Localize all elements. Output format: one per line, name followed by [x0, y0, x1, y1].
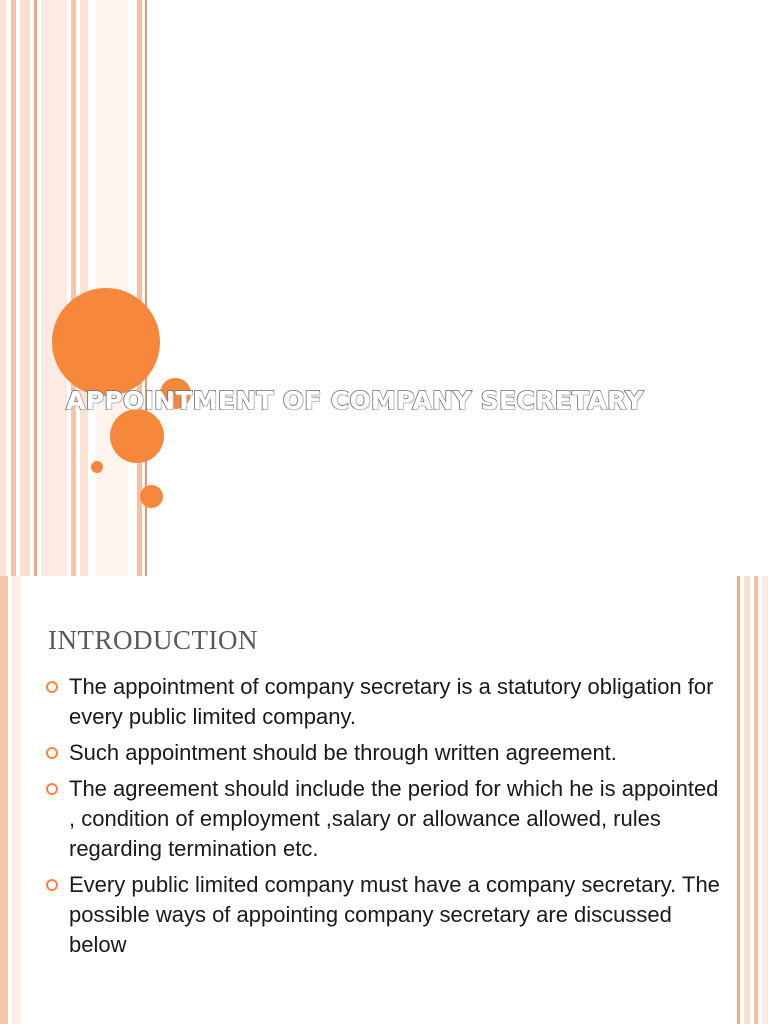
decorative-stripe — [0, 576, 8, 1024]
bullet-text: The agreement should include the period for which he is appointed , condition of employment ,salary or allowance allowed, rules regarding termination etc. — [69, 776, 719, 861]
bullet-text: Such appointment should be through written agreement. — [69, 740, 617, 765]
decorative-stripe — [71, 0, 76, 576]
introduction-slide — [0, 576, 768, 1024]
list-item — [46, 672, 726, 732]
list-item — [46, 774, 726, 864]
list-item — [46, 870, 726, 960]
slide-title: APPOINTMENT OF COMPANY SECRETARY — [66, 386, 644, 415]
decorative-stripe — [744, 576, 750, 1024]
decorative-circle-tiny — [91, 461, 103, 473]
list-item — [46, 738, 726, 768]
circle-bullet-icon — [46, 879, 58, 891]
bullet-text: The appointment of company secretary is a statutory obligation for every public limited company. — [69, 674, 714, 729]
decorative-stripe — [41, 0, 67, 576]
circle-bullet-icon — [46, 783, 58, 795]
decorative-stripe — [34, 0, 37, 576]
decorative-circle-small — [140, 485, 163, 508]
decorative-stripe — [11, 576, 21, 1024]
decorative-stripe — [11, 0, 16, 576]
bullet-text: Every public limited company must have a company secretary. The possible ways of appointing company secretary are discussed below — [69, 872, 720, 957]
circle-bullet-icon — [46, 681, 58, 693]
decorative-circle-large — [52, 288, 160, 396]
decorative-stripe — [80, 0, 88, 576]
decorative-stripe — [754, 576, 758, 1024]
section-heading: INTRODUCTION — [48, 625, 258, 655]
decorative-stripe — [20, 0, 30, 576]
decorative-stripe — [0, 0, 6, 576]
circle-bullet-icon — [46, 747, 58, 759]
bullet-list — [46, 672, 726, 966]
decorative-stripe — [737, 576, 740, 1024]
decorative-stripe — [762, 576, 768, 1024]
